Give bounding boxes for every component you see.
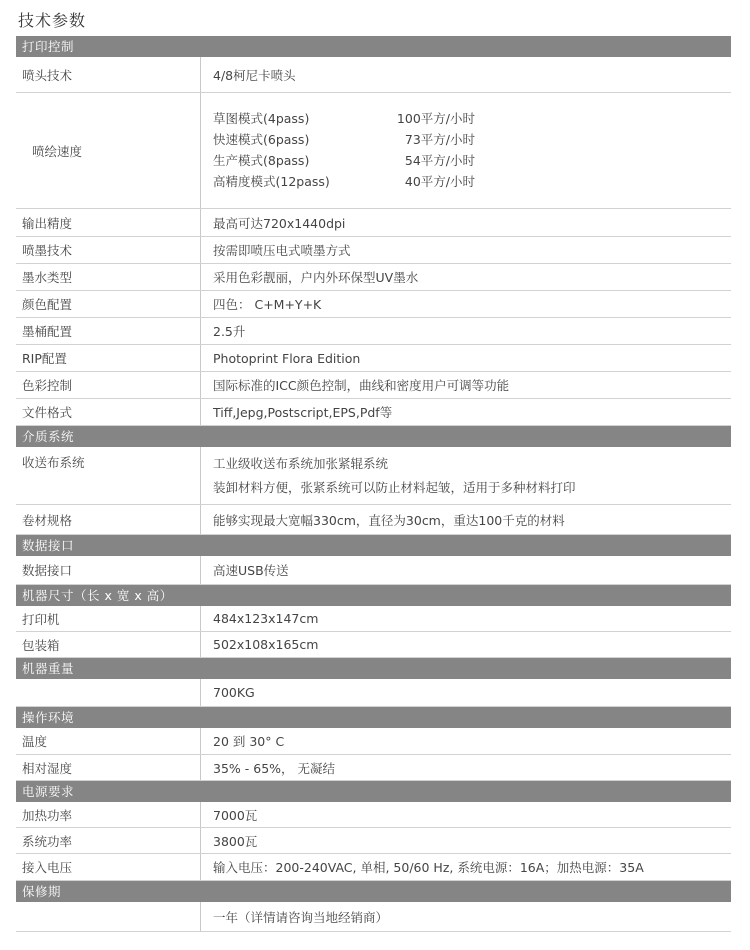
value: 7000瓦 [213, 807, 258, 823]
row-file-format [16, 399, 731, 426]
section-power: 电源要求 [16, 781, 731, 802]
value: 3800瓦 [213, 833, 258, 849]
speed-mode: 高精度模式(12pass) [213, 174, 330, 189]
section-media: 介质系统 [16, 426, 731, 447]
label: 墨水类型 [16, 264, 201, 290]
row-voltage [16, 854, 731, 881]
section-print-control: 打印控制 [16, 36, 731, 57]
label: 喷头技术 [16, 57, 201, 92]
row-warranty [16, 902, 731, 932]
value: 高速USB传送 [213, 563, 289, 578]
section-dimensions: 机器尺寸（长 x 宽 x 高） [16, 585, 731, 606]
label: 喷墨技术 [16, 237, 201, 263]
label: 输出精度 [16, 209, 201, 236]
value [201, 93, 731, 208]
value: 700KG [213, 685, 255, 700]
label: 加热功率 [16, 802, 201, 827]
row-printer-size [16, 606, 731, 632]
value: 输入电压：200-240VAC, 单相, 50/60 Hz, 系统电源：16A；加热电源：35A [213, 860, 644, 875]
label [16, 902, 201, 931]
speed-item [213, 130, 731, 150]
label: 文件格式 [16, 399, 201, 425]
section-environment: 操作环境 [16, 707, 731, 728]
row-temperature [16, 728, 731, 755]
speed-rate: 54平方/小时 [404, 153, 475, 168]
speed-item [213, 109, 731, 129]
value: 能够实现最大宽幅330cm，直径为30cm，重达100千克的材料 [213, 512, 565, 528]
label: 收送布系统 [16, 447, 201, 504]
row-head-tech [16, 57, 731, 93]
row-ink-tech [16, 237, 731, 264]
label: 系统功率 [16, 828, 201, 853]
row-color-control [16, 372, 731, 399]
spec-table [16, 36, 731, 932]
section-interface: 数据接口 [16, 535, 731, 556]
label: 包装箱 [16, 632, 201, 657]
value: 采用色彩靓丽，户内外环保型UV墨水 [213, 270, 419, 285]
speed-item [213, 172, 731, 192]
value: 2.5升 [213, 324, 246, 339]
row-system-power [16, 828, 731, 854]
value: 按需即喷压电式喷墨方式 [213, 243, 351, 258]
speed-rate: 40平方/小时 [404, 174, 475, 189]
row-ink-tank [16, 318, 731, 345]
value: 484x123x147cm [213, 611, 319, 626]
label: 相对湿度 [16, 755, 201, 780]
value [201, 447, 731, 504]
row-resolution [16, 209, 731, 237]
value: 35% - 65%， 无凝结 [213, 760, 335, 776]
row-rip [16, 345, 731, 372]
speed-mode: 快速模式(6pass) [213, 132, 310, 147]
row-weight [16, 679, 731, 707]
speed-rate: 100平方/小时 [396, 111, 475, 126]
row-heat-power [16, 802, 731, 828]
value: Photoprint Flora Edition [213, 350, 361, 366]
speed-item [213, 151, 731, 171]
row-package-size [16, 632, 731, 658]
speed-mode: 草图模式(4pass) [213, 111, 310, 126]
page-title: 技术参数 [18, 11, 87, 30]
row-data-port [16, 556, 731, 585]
value: 4/8柯尼卡喷头 [213, 67, 296, 83]
label: 颜色配置 [16, 291, 201, 317]
row-take-up [16, 447, 731, 505]
row-humidity [16, 755, 731, 781]
value-line: 装卸材料方便，张紧系统可以防止材料起皱，适用于多种材料打印 [213, 479, 576, 495]
row-speed [16, 93, 731, 209]
value: 国际标准的ICC颜色控制，曲线和密度用户可调等功能 [213, 378, 510, 393]
row-ink-type [16, 264, 731, 291]
speed-rate: 73平方/小时 [404, 132, 475, 147]
label: RIP配置 [16, 345, 201, 371]
speed-mode: 生产模式(8pass) [213, 153, 310, 168]
label: 接入电压 [16, 854, 201, 880]
row-colors [16, 291, 731, 318]
label: 色彩控制 [16, 372, 201, 398]
value: Tiff,Jepg,Postscript,EPS,Pdf等 [213, 405, 393, 420]
label: 数据接口 [16, 556, 201, 584]
label [16, 679, 201, 706]
row-roll-spec [16, 505, 731, 535]
label: 喷绘速度 [16, 93, 201, 208]
value: 一年（详情请咨询当地经销商） [213, 909, 389, 925]
label: 打印机 [16, 606, 201, 631]
label: 墨桶配置 [16, 318, 201, 344]
speed-list [213, 109, 731, 192]
label: 温度 [16, 728, 201, 754]
section-warranty: 保修期 [16, 881, 731, 902]
value-line: 工业级收送布系统加张紧辊系统 [213, 455, 389, 471]
section-weight: 机器重量 [16, 658, 731, 679]
value: 最高可达720x1440dpi [213, 215, 346, 231]
value: 502x108x165cm [213, 637, 319, 652]
value: 20 到 30° C [213, 734, 285, 749]
value: 四色： C+M+Y+K [213, 297, 322, 312]
label: 卷材规格 [16, 505, 201, 534]
